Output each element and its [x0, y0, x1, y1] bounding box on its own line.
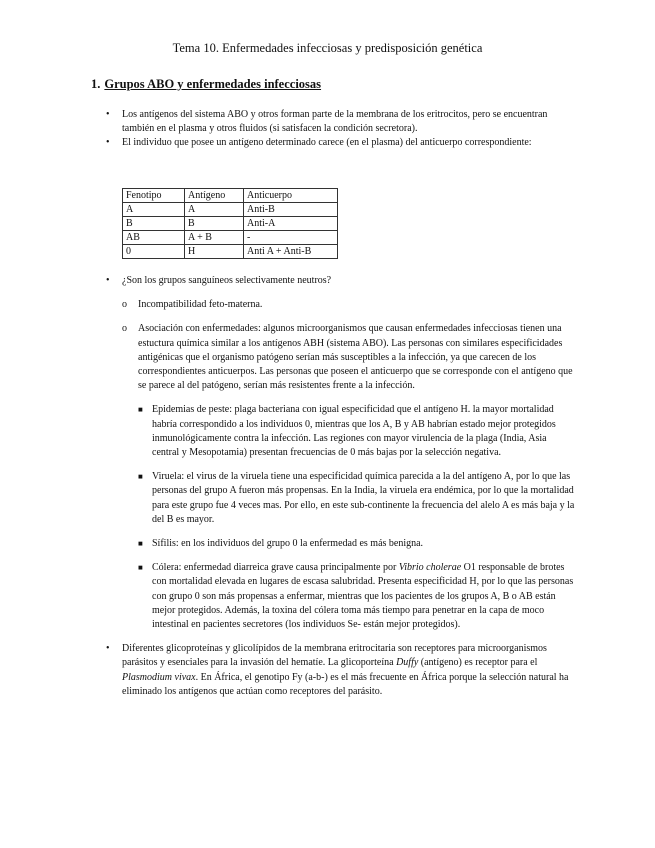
section-heading [91, 76, 321, 92]
section-number: 1. [91, 77, 101, 91]
square-bullet-icon: ■ [138, 539, 143, 549]
main-list [106, 274, 576, 699]
list-item: • ¿Son los grupos sanguíneos selectivamente neutros? [106, 274, 576, 288]
table-cell: - [244, 231, 338, 245]
bullet-icon: • [106, 137, 110, 149]
bullet-icon: • [106, 109, 110, 120]
table-cell: A [185, 203, 244, 217]
table-header-cell: Antígeno [185, 189, 244, 203]
list-item: • Los antígenos del sistema ABO y otros forman parte de la membrana de los eritrocitos, pero se encuentran también en el plasma y otros fluidos (si satisfacen la condición secretora). [106, 109, 548, 135]
square-bullet-icon: ■ [138, 405, 143, 415]
table-row [123, 245, 338, 259]
list-item: • El individuo que posee un antígeno determinado carece (en el plasma) del anticuerpo correspondiente: [106, 136, 566, 150]
page-title: Tema 10. Enfermedades infecciosas y predisposición genética [172, 41, 483, 55]
table-row [123, 203, 338, 217]
table-cell: AB [123, 231, 185, 245]
table-cell: H [185, 245, 244, 259]
disease-item: ■ Epidemias de peste: plaga bacteriana con igual especificidad que el antígeno H. la mayor mortalidad habría correspondido a los individuos 0, mientras que los A, B y AB habrían estado mejor protegidos inmunológicamente contra la infección. Las regiones con mayor virulencia de la plaga (India, Asia central y Mesopotamia) presentan frecuencias de 0 más bajas por la selección negativa. [138, 404, 556, 459]
table-row [123, 217, 338, 231]
table-cell: 0 [123, 245, 185, 259]
table-cell: Anti A + Anti-B [244, 245, 338, 259]
sub-list-item: o Incompatibilidad feto-materna. [122, 298, 576, 312]
intro-list [106, 108, 566, 151]
table-cell: A [123, 203, 185, 217]
sub-list-item: o Asociación con enfermedades: algunos microorganismos que causan enfermedades infecciosas tienen una estuctura química similar a los antígenos ABH (sistema ABO). Las personas con similares especificidades antigénicas que el organismo patógeno serían más susceptibles a la infección, ya que carecen de los correspondientes anticuerpos. Las personas que poseen el anticuerpo que se corresponde con el antígeno que se parece al del patógeno, serían más resistentes frente a la infección. [122, 323, 573, 392]
table-cell: B [123, 217, 185, 231]
table-header-row [123, 189, 338, 203]
section-title: Grupos ABO y enfermedades infecciosas [104, 77, 322, 91]
disease-item: ■ Sífilis: en los individuos del grupo 0 la enfermedad es más benigna. [138, 537, 576, 551]
circle-bullet-icon: o [122, 299, 127, 311]
square-bullet-icon: ■ [138, 472, 143, 482]
list-item: • Diferentes glicoproteínas y glicolípidos de la membrana eritrocitaria son receptores para microorganismos parásitos y esenciales para la invasión del hematíe. La glicoporteína Duffy (antígeno) es receptor para el Plasmodium vivax. En África, el genotipo Fy (a-b-) es el más frecuente en África porque la selección natural ha eliminado los antígenos que actúan como receptores del parásito. [106, 643, 569, 697]
table-row [123, 231, 338, 245]
blood-group-table [122, 188, 338, 259]
bullet-icon: • [106, 643, 110, 655]
circle-bullet-icon: o [122, 323, 127, 335]
disease-item: ■ Cólera: enfermedad diarreica grave causa principalmente por Vibrio cholerae O1 responsable de brotes con mortalidad elevada en lugares de escasa salubridad. Presenta especificidad H, por lo que las personas con grupo 0 son más propensas a enfermar, mientras que los pacientes de los grupos A, B o AB están mejor protegidos. Además, la toxina del cólera toma más tiempo para penetrar en la capa de moco intestinal en pacientes secretores (los individuos Se- están mejor protegidos). [138, 562, 574, 631]
table-cell: B [185, 217, 244, 231]
table-cell: A + B [185, 231, 244, 245]
table-header-cell: Fenotipo [123, 189, 185, 203]
square-bullet-icon: ■ [138, 563, 143, 573]
table-cell: Anti-A [244, 217, 338, 231]
table-header-cell: Anticuerpo [244, 189, 338, 203]
table-cell: Anti-B [244, 203, 338, 217]
bullet-icon: • [106, 275, 110, 286]
disease-item: ■ Viruela: el virus de la viruela tiene una especificidad química parecida a la del antígeno A, por lo que las personas del grupo A fueron más propensas. En la India, la viruela era endémica, por lo que la mortalidad para este grupo fue 4 veces mas. Por ello, en este sub-continente la frecuencia del alelo A es más baja y la del B es mayor. [138, 471, 575, 525]
